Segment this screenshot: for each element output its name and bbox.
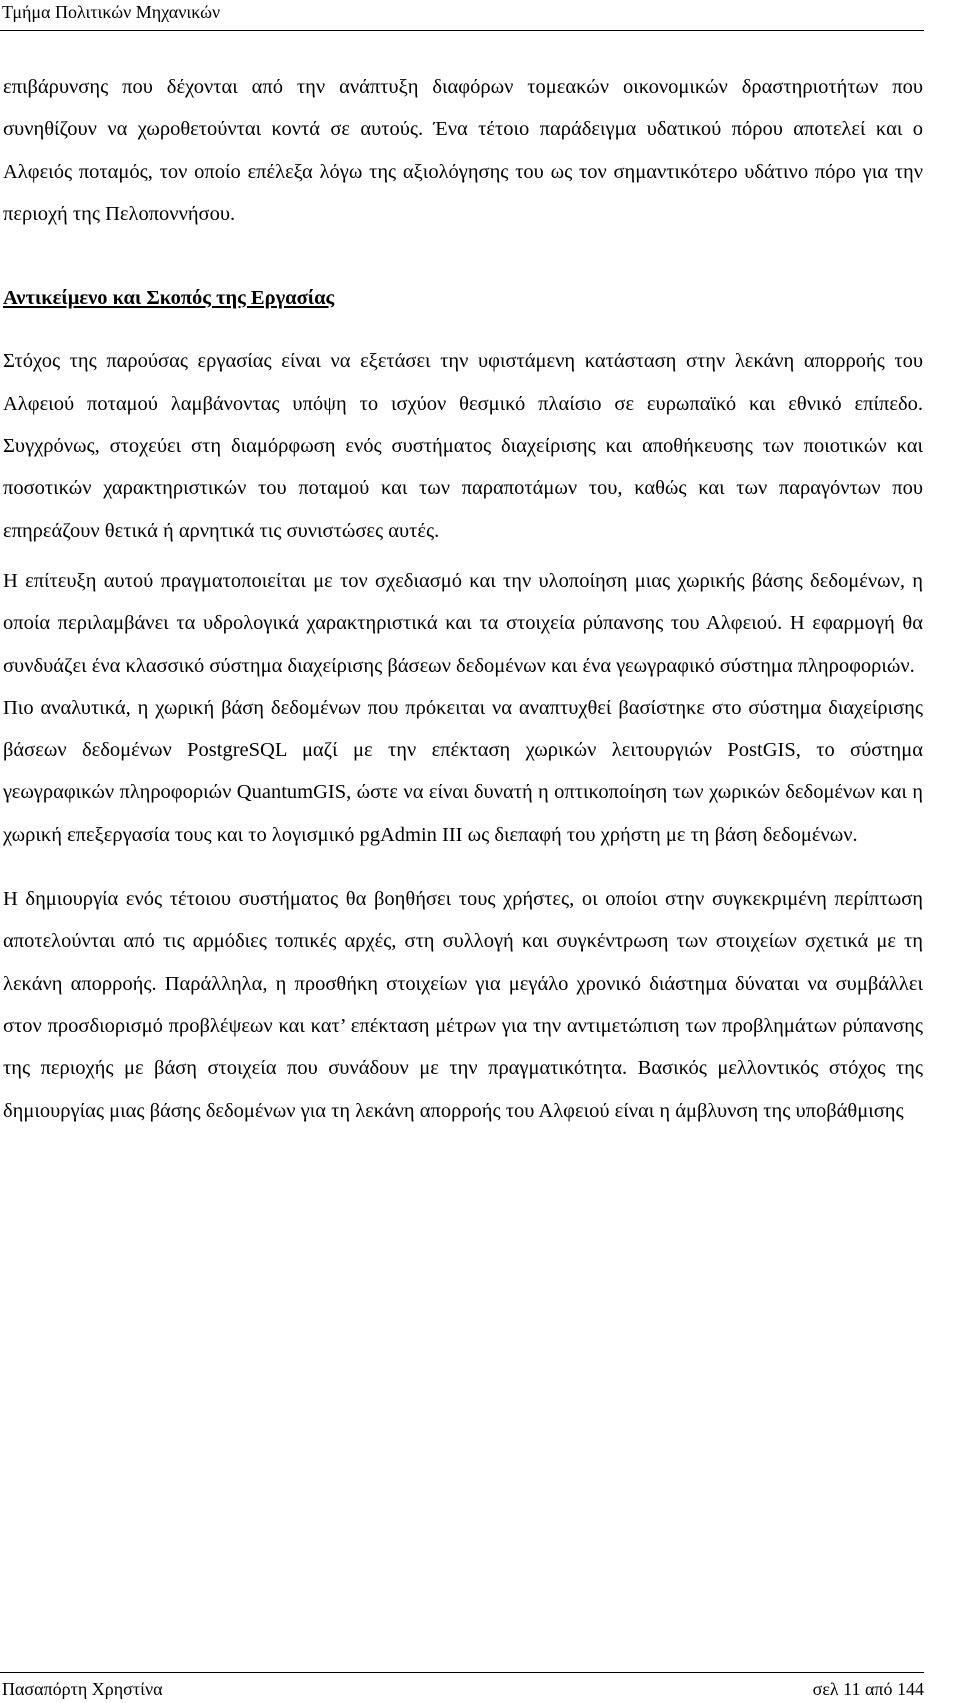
paragraph-benefits: Η δημιουργία ενός τέτοιου συστήματος θα βοηθήσει τους χρήστες, οι οποίοι στην συγκεκριμένη περίπτωση αποτελούνται από τις αρμόδιες τοπικές αρχές, στη συλλογή και συγκέντρωση των στοιχείων σχετικά με τη λεκάνη απορροής. Παράλληλα, η προσθήκη στοιχείων για μεγάλο χρονικό διάστημα δύναται να συμβάλλει στον προσδιορισμό προβλέψεων και κατ’ επέκταση μέτρων για την αντιμετώπιση των προβλημάτων ρύπανσης της περιοχής με βάση στοιχεία που συνάδουν με την πραγματικότητα. Βασικός μελλοντικός στόχος της δημιουργίας μιας βάσης δεδομένων για τη λεκάνη απορροής του Αλφειού είναι η άμβλυνση της υποβάθμισης xyxy=(3,888,923,1122)
section-heading: Αντικείμενο και Σκοπός της Εργασίας xyxy=(3,287,335,310)
footer-author: Πασαπόρτη Χρηστίνα xyxy=(2,1679,163,1699)
footer-divider xyxy=(0,1672,924,1673)
paragraph-technologies: Πιο αναλυτικά, η χωρική βάση δεδομένων που πρόκειται να αναπτυχθεί βασίστηκε στο σύστημα διαχείρισης βάσεων δεδομένων PostgreSQL μαζί με την επέκταση χωρικών λειτουργιών PostGIS, το σύστημα γεωγραφικών πληροφοριών QuantumGIS, ώστε να είναι δυνατή η οπτικοποίηση των χωρικών δεδομένων και η χωρική επεξεργασία τους και το λογισμικό pgAdmin III ως διεπαφή του χρήστη με τη βάση δεδομένων. xyxy=(3,696,923,846)
paragraph-objective: Στόχος της παρούσας εργασίας είναι να εξετάσει την υφιστάμενη κατάσταση στην λεκάνη απορροής του Αλφειού ποταμού λαμβάνοντας υπόψη το ισχύον θεσμικό πλαίσιο σε ευρωπαϊκό και εθνικό επίπεδο. Συγχρόνως, στοχεύει στη διαμόρφωση ενός συστήματος διαχείρισης και αποθήκευσης των ποιοτικών και ποσοτικών χαρακτηριστικών του ποταμού και των παραποτάμων του, καθώς και των παραγόντων που επηρεάζουν θετικά ή αρνητικά τις συνιστώσες αυτές. xyxy=(3,350,923,542)
footer-page-number: σελ 11 από 144 xyxy=(812,1679,924,1699)
paragraph-implementation: Η επίτευξη αυτού πραγματοποιείται με τον σχεδιασμό και την υλοποίηση μιας χωρικής βάσης δεδομένων, η οποία περιλαμβάνει τα υδρολογικά χαρακτηριστικά και τα στοιχεία ρύπανσης του Αλφειού. Η εφαρμογή θα συνδυάζει ένα κλασσικό σύστημα διαχείρισης βάσεων δεδομένων και ένα γεωγραφικό σύστημα πληροφοριών. xyxy=(3,569,923,677)
header-divider xyxy=(0,30,924,31)
running-header-title: Τμήμα Πολιτικών Μηχανικών xyxy=(2,2,221,22)
document-body xyxy=(3,66,923,1132)
paragraph-continuation: επιβάρυνσης που δέχονται από την ανάπτυξη διαφόρων τομεακών οικονομικών δραστηριοτήτων που συνηθίζουν να χωροθετούνται κοντά σε αυτούς. Ένα τέτοιο παράδειγμα υδατικού πόρου αποτελεί και ο Αλφειός ποταμός, τον οποίο επέλεξα λόγω της αξιολόγησης του ως τον σημαντικότερο υδάτινο πόρο για την περιοχή της Πελοποννήσου. xyxy=(3,76,923,225)
